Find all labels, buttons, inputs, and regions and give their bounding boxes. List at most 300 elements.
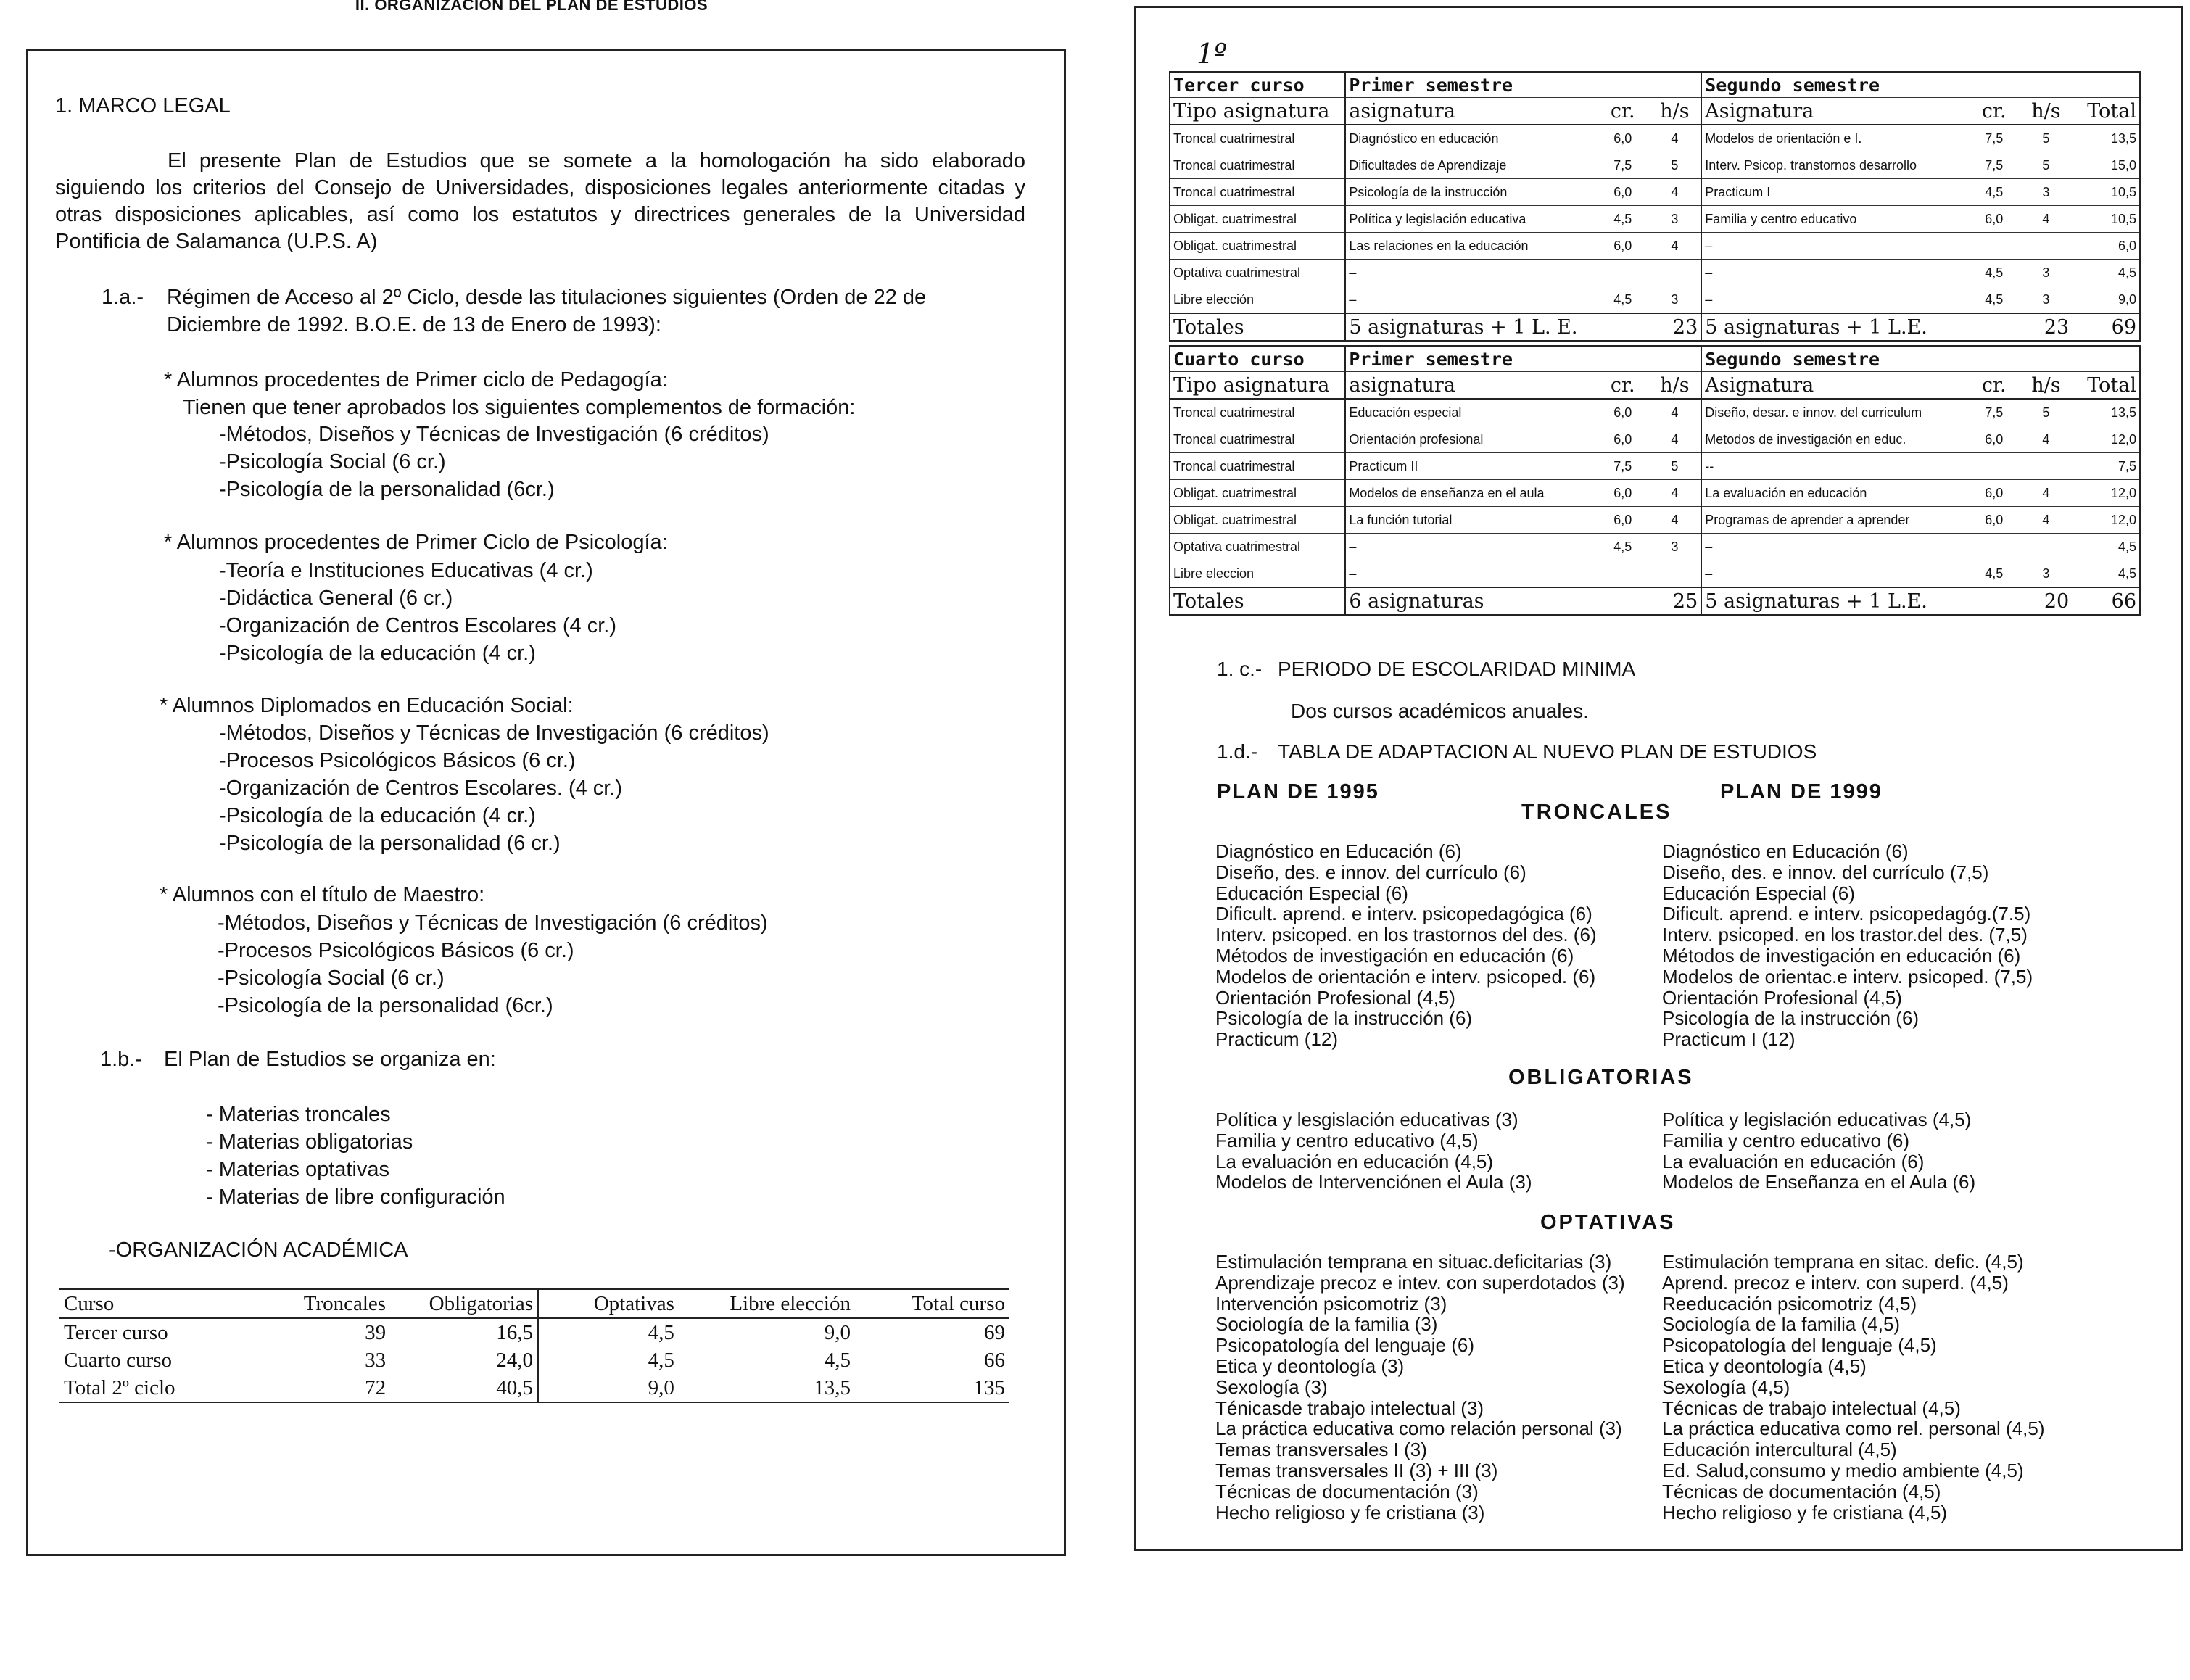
table-header-row: [1170, 346, 2140, 372]
table-cell: Cuarto curso: [64, 1348, 172, 1372]
table-row: [1170, 560, 2140, 588]
table-cell: Troncal cuatrimestral: [1170, 179, 1345, 206]
list-item: -Psicología de la educación (4 cr.): [219, 804, 536, 827]
page-title: II. ORGANIZACION DEL PLAN DE ESTUDIOS: [355, 0, 708, 14]
table-cell: 7,5: [1968, 152, 2020, 179]
table-cell: 7,5: [2072, 453, 2140, 480]
table-cell: 69: [984, 1320, 1005, 1344]
column-header: Asignatura: [1701, 98, 1968, 125]
list-item: -Psicología Social (6 cr.): [219, 450, 446, 473]
table-cell: 6,0: [1597, 233, 1649, 260]
table-cell: 4,5: [1968, 179, 2020, 206]
plan-1999-heading: PLAN DE 1999: [1720, 780, 1883, 803]
table-cell: 66: [984, 1348, 1005, 1372]
intro-paragraph: El presente Plan de Estudios que se somete a la homologación ha sido elaborado siguiendo los criterios del Consejo de Universidades, disposiciones legales anteriormente citadas y otras disposiciones aplicables, así como los estatutos y directrices generales de la Universidad Pontificia de Salamanca (U.P.S. A): [55, 149, 1025, 253]
list-item: Etica y deontología (3): [1215, 1354, 1405, 1377]
column-header: Asignatura: [1701, 372, 1968, 400]
list-item: -Procesos Psicológicos Básicos (6 cr.): [218, 939, 574, 962]
section-1b-text: El Plan de Estudios se organiza en:: [164, 1048, 496, 1071]
table-cell: [2020, 453, 2073, 480]
list-item: - Materias troncales: [206, 1103, 391, 1126]
table-cell: 12,0: [2072, 480, 2140, 507]
list-item: -Procesos Psicológicos Básicos (6 cr.): [219, 749, 576, 772]
list-item: Educación intercultural (4,5): [1662, 1439, 1897, 1461]
list-item: Ténicasde trabajo intelectual (3): [1215, 1396, 1484, 1419]
list-item: La práctica educativa como relación personal (3): [1215, 1418, 1622, 1440]
table-cell: 4,5: [1968, 260, 2020, 286]
group-heading: * Alumnos con el título de Maestro:: [160, 883, 485, 906]
section-1c-label: 1. c.-: [1217, 658, 1263, 680]
table-row: [1170, 233, 2140, 260]
table-cell: 13,5: [679, 1374, 855, 1402]
list-item: Estimulación temprana en sitac. defic. (4,5): [1662, 1251, 2024, 1273]
table-row: [1170, 426, 2140, 453]
list-item: -Psicología de la personalidad (6cr.): [218, 994, 553, 1017]
table-cell: 4,5: [2072, 560, 2140, 588]
table-cell: Dificultades de Aprendizaje: [1345, 152, 1597, 179]
table-cell: 4,5: [1597, 286, 1649, 314]
list-item: -Organización de Centros Escolares. (4 cr.): [219, 777, 623, 800]
table-cell: 4,5: [648, 1320, 674, 1344]
table-cell: 4,5: [2072, 260, 2140, 286]
table-cell: –: [1701, 233, 1968, 260]
column-header: h/s: [2020, 372, 2073, 400]
list-item: Técnicas de trabajo intelectual (4,5): [1662, 1396, 1961, 1419]
column-header: h/s: [1649, 372, 1702, 400]
table-cell: 15,0: [2072, 152, 2140, 179]
table-cell: –: [1345, 534, 1597, 560]
list-item: Métodos de investigación en educación (6): [1662, 944, 2021, 967]
list-item: Diseño, des. e innov. del currículo (7,5): [1662, 861, 1989, 883]
table-cell: 33: [365, 1348, 387, 1372]
list-item: Modelos de Intervenciónen el Aula (3): [1215, 1171, 1532, 1193]
table-cell: 5 asignaturas + 1 L.E.: [1701, 313, 2020, 341]
column-header: Tipo asignatura: [1170, 98, 1345, 125]
section-1d-title: TABLA DE ADAPTACION AL NUEVO PLAN DE ESTUDIOS: [1278, 740, 1817, 763]
table-row: [59, 1346, 1009, 1374]
column-header: Total: [2072, 98, 2140, 125]
section-1c-title: PERIODO DE ESCOLARIDAD MINIMA: [1278, 658, 1636, 680]
table-cell: 4: [2020, 480, 2073, 507]
table-cell: 4: [1649, 507, 1702, 534]
section-1a-line1: Régimen de Acceso al 2º Ciclo, desde las titulaciones siguientes (Orden de 22 de: [167, 286, 927, 309]
table-cell: 7,5: [1597, 152, 1649, 179]
group-item-list: [219, 719, 769, 857]
optativas-heading: OPTATIVAS: [1540, 1211, 1676, 1234]
list-item: Métodos de investigación en educación (6): [1215, 944, 1574, 967]
table-cell: Obligat. cuatrimestral: [1170, 206, 1345, 233]
column-header: asignatura: [1345, 372, 1597, 400]
list-item: Sexología (3): [1215, 1375, 1328, 1398]
table-cell: 4,5: [1968, 560, 2020, 588]
table-row: [1170, 507, 2140, 534]
table-cell: [1649, 260, 1702, 286]
troncales-heading: TRONCALES: [1521, 800, 1672, 824]
list-item: Diagnóstico en Educación (6): [1215, 840, 1462, 862]
column-header: h/s: [1649, 98, 1702, 125]
table-cell: Troncal cuatrimestral: [1170, 399, 1345, 426]
table-cell: Metodos de investigación en educ.: [1701, 426, 1968, 453]
cuarto-curso-table: [1169, 345, 2141, 616]
list-item: -Psicología de la personalidad (6 cr.): [219, 832, 561, 855]
table-cell: 23: [1649, 313, 1702, 341]
table-cell: 4: [1649, 426, 1702, 453]
section-1a-line2: Diciembre de 1992. B.O.E. de 13 de Enero de 1993):: [167, 313, 661, 336]
table-cell: Cuarto curso: [1170, 346, 1345, 372]
table-cell: 13,5: [2072, 399, 2140, 426]
org-heading: -ORGANIZACIÓN ACADÉMICA: [109, 1238, 408, 1262]
table-cell: --: [1701, 453, 1968, 480]
troncales-1995-list: [1215, 841, 1597, 1050]
list-item: Política y legislación educativas (4,5): [1662, 1109, 1972, 1130]
list-item: Dificult. aprend. e interv. psicopedagóg.(7.5): [1662, 903, 2031, 925]
table-row: [1170, 260, 2140, 286]
table-cell: Totales: [1170, 587, 1345, 615]
column-header: Troncales: [250, 1289, 390, 1318]
list-item: Psicopatología del lenguaje (4,5): [1662, 1334, 1937, 1357]
table-row: [1170, 206, 2140, 233]
table-cell: 4: [1649, 233, 1702, 260]
list-item: Hecho religioso y fe cristiana (4,5): [1662, 1501, 1948, 1523]
obligatorias-1999-list: [1662, 1109, 1975, 1193]
list-item: - Materias obligatorias: [206, 1130, 413, 1154]
list-item: Familia y centro educativo (6): [1662, 1129, 1910, 1151]
list-item: Interv. psicoped. en los trastor.del des. (7,5): [1662, 924, 2028, 946]
table-cell: 4: [1649, 480, 1702, 507]
column-header: cr.: [1968, 98, 2020, 125]
list-item: Educación Especial (6): [1662, 882, 1855, 904]
obligatorias-1995-list: [1215, 1109, 1532, 1193]
table-cell: [2020, 233, 2073, 260]
table-cell: Optativa cuatrimestral: [1170, 534, 1345, 560]
column-header: Tipo asignatura: [1170, 372, 1345, 400]
table-cell: 5: [2020, 399, 2073, 426]
totals-row: [1170, 587, 2140, 615]
table-cell: 7,5: [1968, 125, 2020, 152]
table-cell: Diagnóstico en educación: [1345, 125, 1597, 152]
table-cell: Practicum I: [1701, 179, 1968, 206]
table-cell: 4,5: [648, 1348, 674, 1372]
table-row: [59, 1318, 1009, 1346]
list-item: Modelos de Enseñanza en el Aula (6): [1662, 1171, 1976, 1193]
table-cell: 135: [855, 1374, 1009, 1402]
table-cell: 4: [1649, 399, 1702, 426]
column-header: Total: [2072, 372, 2140, 400]
list-item: Familia y centro educativo (4,5): [1215, 1129, 1479, 1151]
list-item: Modelos de orientac.e interv. psicoped. (7,5): [1662, 965, 2033, 988]
group-heading: * Alumnos procedentes de Primer ciclo de Pedagogía:: [164, 368, 668, 392]
table-row: [1170, 286, 2140, 314]
table-cell: Política y legislación educativa: [1345, 206, 1597, 233]
list-item: Orientación Profesional (4,5): [1662, 986, 1902, 1009]
list-item: Temas transversales I (3): [1215, 1439, 1427, 1461]
group-item-list: [218, 909, 768, 1019]
table-cell: 5 asignaturas + 1 L.E.: [1701, 587, 2020, 615]
table-cell: 3: [1649, 534, 1702, 560]
list-item: La evaluación en educación (4,5): [1215, 1150, 1494, 1172]
table-cell: 4,5: [2072, 534, 2140, 560]
group-item-list: [219, 557, 616, 667]
tercer-curso-table: [1169, 71, 2141, 342]
table-cell: Interv. Psicop. transtornos desarrollo: [1701, 152, 1968, 179]
table-cell: 16,5: [390, 1318, 538, 1346]
list-item: -Organización de Centros Escolares (4 cr.): [219, 614, 616, 637]
table-cell: Totales: [1170, 313, 1345, 341]
list-item: Política y lesgislación educativas (3): [1215, 1109, 1518, 1130]
table-cell: 6,0: [1968, 426, 2020, 453]
table-cell: 5: [2020, 125, 2073, 152]
table-cell: Diseño, desar. e innov. del curriculum: [1701, 399, 1968, 426]
table-cell: –: [1701, 260, 1968, 286]
section-1b-label: 1.b.-: [100, 1048, 143, 1071]
list-item: Reeducación psicomotriz (4,5): [1662, 1292, 1917, 1315]
table-cell: 40,5: [390, 1374, 538, 1402]
table-cell: 13,5: [2072, 125, 2140, 152]
list-item: -Psicología de la personalidad (6cr.): [219, 478, 555, 501]
table-cell: 3: [2020, 286, 2073, 314]
column-header: Total curso: [855, 1289, 1009, 1318]
list-item: -Teoría e Instituciones Educativas (4 cr.): [219, 559, 593, 582]
optativas-1995-list: [1215, 1251, 1625, 1523]
list-item: -Psicología Social (6 cr.): [218, 967, 445, 990]
section-heading-marco-legal: 1. MARCO LEGAL: [55, 94, 231, 117]
list-item: -Métodos, Diseños y Técnicas de Investigación (6 créditos): [219, 423, 769, 446]
list-item: Intervención psicomotriz (3): [1215, 1292, 1447, 1315]
table-cell: Libre elección: [1170, 286, 1345, 314]
list-item: -Psicología de la educación (4 cr.): [219, 642, 536, 665]
list-item: -Métodos, Diseños y Técnicas de Investigación (6 créditos): [219, 721, 769, 745]
list-item: Aprendizaje precoz e intev. con superdotados (3): [1215, 1271, 1625, 1294]
table-cell: 4: [2020, 206, 2073, 233]
table-row: [1170, 480, 2140, 507]
table-row: [1170, 179, 2140, 206]
table-cell: Troncal cuatrimestral: [1170, 152, 1345, 179]
table-cell: 4: [2020, 507, 2073, 534]
obligatorias-heading: OBLIGATORIAS: [1508, 1066, 1694, 1089]
list-item: Educación Especial (6): [1215, 882, 1408, 904]
list-item: Practicum I (12): [1662, 1028, 1796, 1051]
table-cell: Modelos de enseñanza en el aula: [1345, 480, 1597, 507]
table-cell: 39: [365, 1320, 387, 1344]
table-cell: 6,0: [1597, 399, 1649, 426]
table-cell: Programas de aprender a aprender: [1701, 507, 1968, 534]
table-cell: 9,0: [2072, 286, 2140, 314]
list-item: Psicología de la instrucción (6): [1662, 1007, 1920, 1030]
table-cell: 10,5: [2072, 206, 2140, 233]
table-header-row: [59, 1289, 1009, 1318]
table-cell: 9,0: [538, 1374, 679, 1402]
column-header: h/s: [2020, 98, 2073, 125]
table-cell: Tercer curso: [1170, 72, 1345, 98]
table-header-row: [1170, 372, 2140, 400]
table-cell: [1968, 233, 2020, 260]
column-header: cr.: [1597, 372, 1649, 400]
list-item: Psicología de la instrucción (6): [1215, 1007, 1473, 1030]
column-header: Libre elección: [679, 1289, 855, 1318]
table-cell: 9,0: [824, 1320, 851, 1344]
table-cell: –: [1345, 286, 1597, 314]
table-cell: 6,0: [1597, 125, 1649, 152]
table-header-row: [1170, 72, 2140, 98]
table-cell: [1968, 534, 2020, 560]
table-cell: –: [1345, 560, 1597, 588]
list-item: Diseño, des. e innov. del currículo (6): [1215, 861, 1526, 883]
list-item: Diagnóstico en Educación (6): [1662, 840, 1909, 862]
table-cell: 3: [1649, 206, 1702, 233]
table-row: [1170, 399, 2140, 426]
table-cell: Segundo semestre: [1701, 346, 2140, 372]
column-header: asignatura: [1345, 98, 1597, 125]
table-cell: 4,5: [1968, 286, 2020, 314]
list-item: Psicopatología del lenguaje (6): [1215, 1334, 1475, 1357]
column-header: cr.: [1597, 98, 1649, 125]
table-cell: 3: [2020, 179, 2073, 206]
table-cell: Obligat. cuatrimestral: [1170, 507, 1345, 534]
list-item: Sociología de la familia (3): [1215, 1313, 1438, 1336]
table-cell: 7,5: [1968, 399, 2020, 426]
table-cell: Modelos de orientación e I.: [1701, 125, 1968, 152]
column-header: cr.: [1968, 372, 2020, 400]
table-cell: 6,0: [1597, 179, 1649, 206]
group-item-list: [219, 421, 769, 503]
table-cell: 5: [1649, 453, 1702, 480]
table-cell: Educación especial: [1345, 399, 1597, 426]
materias-list: [206, 1101, 505, 1211]
table-cell: 6 asignaturas: [1345, 587, 1648, 615]
section-1a-label: 1.a.-: [102, 286, 144, 309]
table-cell: Libre eleccion: [1170, 560, 1345, 588]
list-item: -Métodos, Diseños y Técnicas de Investigación (6 créditos): [218, 911, 768, 935]
table-header-row: [1170, 98, 2140, 125]
list-item: Sexología (4,5): [1662, 1375, 1790, 1398]
table-cell: [1968, 453, 2020, 480]
list-item: - Materias de libre configuración: [206, 1185, 505, 1209]
list-item: Técnicas de documentación (3): [1215, 1480, 1479, 1502]
table-cell: Las relaciones en la educación: [1345, 233, 1597, 260]
list-item: -Didáctica General (6 cr.): [219, 587, 453, 610]
list-item: Sociología de la familia (4,5): [1662, 1313, 1901, 1336]
list-item: - Materias optativas: [206, 1158, 390, 1181]
plan-1995-heading: PLAN DE 1995: [1217, 780, 1379, 803]
table-cell: 3: [1649, 286, 1702, 314]
table-cell: 12,0: [2072, 426, 2140, 453]
table-row: [1170, 453, 2140, 480]
list-item: Estimulación temprana en situac.deficitarias (3): [1215, 1251, 1612, 1273]
list-item: Interv. psicoped. en los trastornos del des. (6): [1215, 924, 1597, 946]
section-1d-label: 1.d.-: [1217, 740, 1258, 763]
list-item: Temas transversales II (3) + III (3): [1215, 1459, 1498, 1481]
table-cell: 4,5: [824, 1348, 851, 1372]
table-cell: 6,0: [1968, 507, 2020, 534]
table-cell: Obligat. cuatrimestral: [1170, 233, 1345, 260]
list-item: La evaluación en educación (6): [1662, 1150, 1925, 1172]
table-cell: 6,0: [1968, 206, 2020, 233]
group-heading: * Alumnos Diplomados en Educación Social:: [160, 694, 574, 717]
table-cell: 6,0: [1968, 480, 2020, 507]
table-cell: Troncal cuatrimestral: [1170, 426, 1345, 453]
table-cell: Primer semestre: [1345, 72, 1701, 98]
table-cell: 3: [2020, 260, 2073, 286]
table-row: [59, 1374, 1009, 1402]
table-cell: Practicum II: [1345, 453, 1597, 480]
table-cell: –: [1345, 260, 1597, 286]
table-cell: Optativa cuatrimestral: [1170, 260, 1345, 286]
table-cell: 72: [250, 1374, 390, 1402]
list-item: Etica y deontología (4,5): [1662, 1354, 1867, 1377]
column-header: Obligatorias: [390, 1289, 538, 1318]
table-cell: [1597, 560, 1649, 588]
table-cell: 20: [2020, 587, 2073, 615]
table-cell: –: [1701, 286, 1968, 314]
list-item: Modelos de orientación e interv. psicoped. (6): [1215, 965, 1596, 988]
table-row: [1170, 534, 2140, 560]
list-item: Practicum (12): [1215, 1028, 1339, 1051]
table-cell: Obligat. cuatrimestral: [1170, 480, 1345, 507]
list-item: Ed. Salud,consumo y medio ambiente (4,5): [1662, 1459, 2024, 1481]
table-cell: [1597, 260, 1649, 286]
list-item: Dificult. aprend. e interv. psicopedagógica (6): [1215, 903, 1592, 925]
table-cell: 25: [1649, 587, 1702, 615]
table-cell: La función tutorial: [1345, 507, 1597, 534]
table-cell: 69: [2072, 313, 2140, 341]
table-cell: Familia y centro educativo: [1701, 206, 1968, 233]
list-item: La práctica educativa como rel. personal (4,5): [1662, 1418, 2045, 1440]
table-cell: Troncal cuatrimestral: [1170, 453, 1345, 480]
table-cell: 10,5: [2072, 179, 2140, 206]
table-cell: 23: [2020, 313, 2073, 341]
table-cell: Tercer curso: [64, 1320, 168, 1344]
table-cell: 6,0: [2072, 233, 2140, 260]
group-heading: * Alumnos procedentes de Primer Ciclo de Psicología:: [164, 531, 668, 554]
table-cell: 66: [2072, 587, 2140, 615]
table-row: [1170, 152, 2140, 179]
handwritten-page-number: 1º: [1197, 38, 1228, 70]
column-header: Curso: [59, 1289, 250, 1318]
table-cell: Segundo semestre: [1701, 72, 2140, 98]
table-cell: 5: [1649, 152, 1702, 179]
table-cell: 6,0: [1597, 480, 1649, 507]
table-cell: 4,5: [1597, 534, 1649, 560]
table-cell: Orientación profesional: [1345, 426, 1597, 453]
table-cell: –: [1701, 534, 1968, 560]
table-cell: Troncal cuatrimestral: [1170, 125, 1345, 152]
table-cell: 4: [2020, 426, 2073, 453]
table-cell: 5 asignaturas + 1 L. E.: [1345, 313, 1648, 341]
table-cell: [2020, 534, 2073, 560]
list-item: Hecho religioso y fe cristiana (3): [1215, 1501, 1485, 1523]
list-item: Orientación Profesional (4,5): [1215, 986, 1455, 1009]
table-cell: 6,0: [1597, 426, 1649, 453]
table-cell: 5: [2020, 152, 2073, 179]
list-item: Técnicas de documentación (4,5): [1662, 1480, 1941, 1502]
totals-row: [1170, 313, 2140, 341]
table-cell: Primer semestre: [1345, 346, 1701, 372]
optativas-1999-list: [1662, 1251, 2045, 1523]
table-cell: [1649, 560, 1702, 588]
table-cell: 7,5: [1597, 453, 1649, 480]
column-header: Optativas: [538, 1289, 679, 1318]
troncales-1999-list: [1662, 841, 2033, 1050]
table-cell: Psicología de la instrucción: [1345, 179, 1597, 206]
table-cell: 4: [1649, 125, 1702, 152]
section-1c-text: Dos cursos académicos anuales.: [1291, 700, 1589, 722]
table-cell: 4,5: [1597, 206, 1649, 233]
list-item: Aprend. precoz e interv. con superd. (4,5): [1662, 1271, 2009, 1294]
table-cell: Total 2º ciclo: [59, 1374, 250, 1402]
table-cell: 24,0: [390, 1346, 538, 1374]
table-cell: 3: [2020, 560, 2073, 588]
table-cell: 4: [1649, 179, 1702, 206]
